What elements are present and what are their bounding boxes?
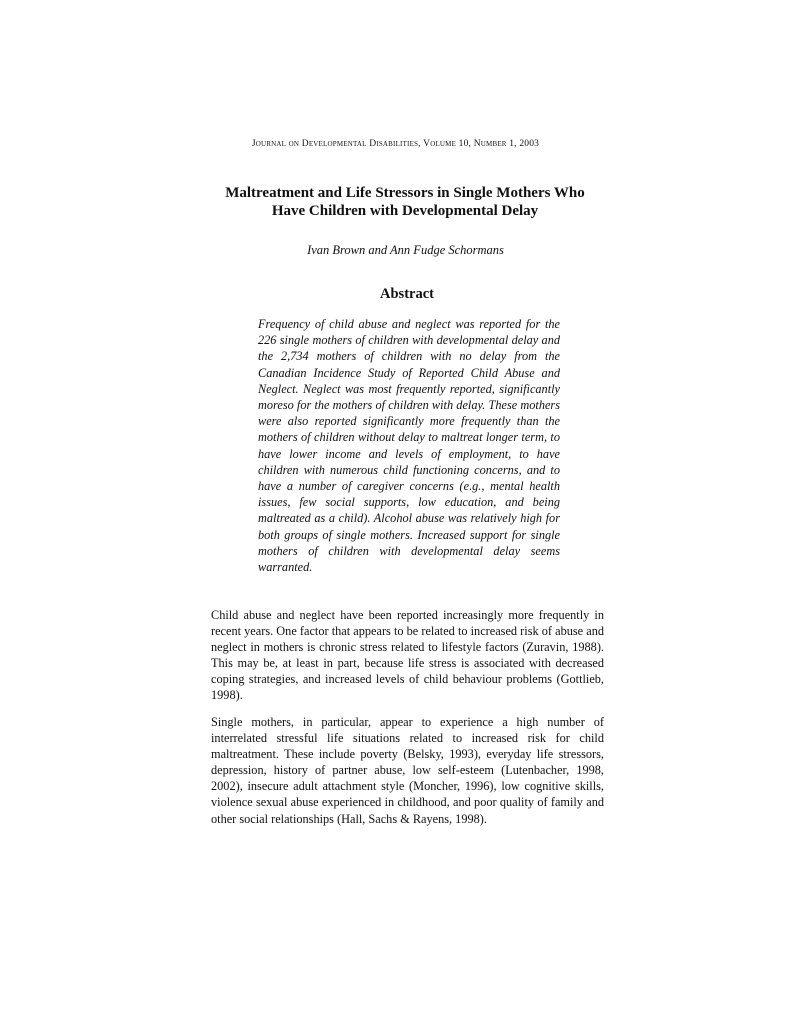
- article-title-line-2: Have Children with Developmental Delay: [271, 203, 539, 219]
- article-authors: Ivan Brown and Ann Fudge Schormans: [307, 243, 504, 257]
- body-paragraph-2: Single mothers, in particular, appear to experience a high number of interrelated stressful life situations related to increased risk for child maltreatment. These include poverty (Belsky, 1993), everyday life stressors, depression, history of partner abuse, low self-esteem (Lutenbacher, 1998, 2002), insecure adult attachment style (Moncher, 1996), low cognitive skills, violence sexual abuse experienced in childhood, and poor quality of family and other social relationships (Hall, Sachs & Rayens, 1998).: [211, 715, 604, 826]
- abstract-heading: Abstract: [380, 286, 434, 302]
- running-head: Journal on Developmental Disabilities, Volume 10, Number 1, 2003: [251, 139, 540, 149]
- body-paragraph-1: Child abuse and neglect have been reported increasingly more frequently in recent years. One factor that appears to be related to increased risk of abuse and neglect in mothers is chronic stress related to lifestyle factors (Zuravin, 1988). This may be, at least in part, because life stress is associated with decreased coping strategies, and increased levels of child behaviour problems (Gottlieb, 1998).: [211, 608, 604, 703]
- article-title: [150, 184, 660, 220]
- abstract-text: Frequency of child abuse and neglect was reported for the 226 single mothers of children with developmental delay and the 2,734 mothers of children with no delay from the Canadian Incidence Study of Reported Child Abuse and Neglect. Neglect was most frequently reported, significantly moreso for the mothers of children with delay. These mothers were also reported significantly more frequently than the mothers of children without delay to maltreat longer term, to have lower income and levels of employment, to have children with numerous child functioning concerns, and to have a number of caregiver concerns (e.g., mental health issues, few social supports, low education, and being maltreated as a child). Alcohol abuse was relatively high for both groups of single mothers. Increased support for single mothers of children with developmental delay seems warranted.: [258, 317, 560, 575]
- article-title-line-1: Maltreatment and Life Stressors in Single Mothers Who: [225, 185, 585, 201]
